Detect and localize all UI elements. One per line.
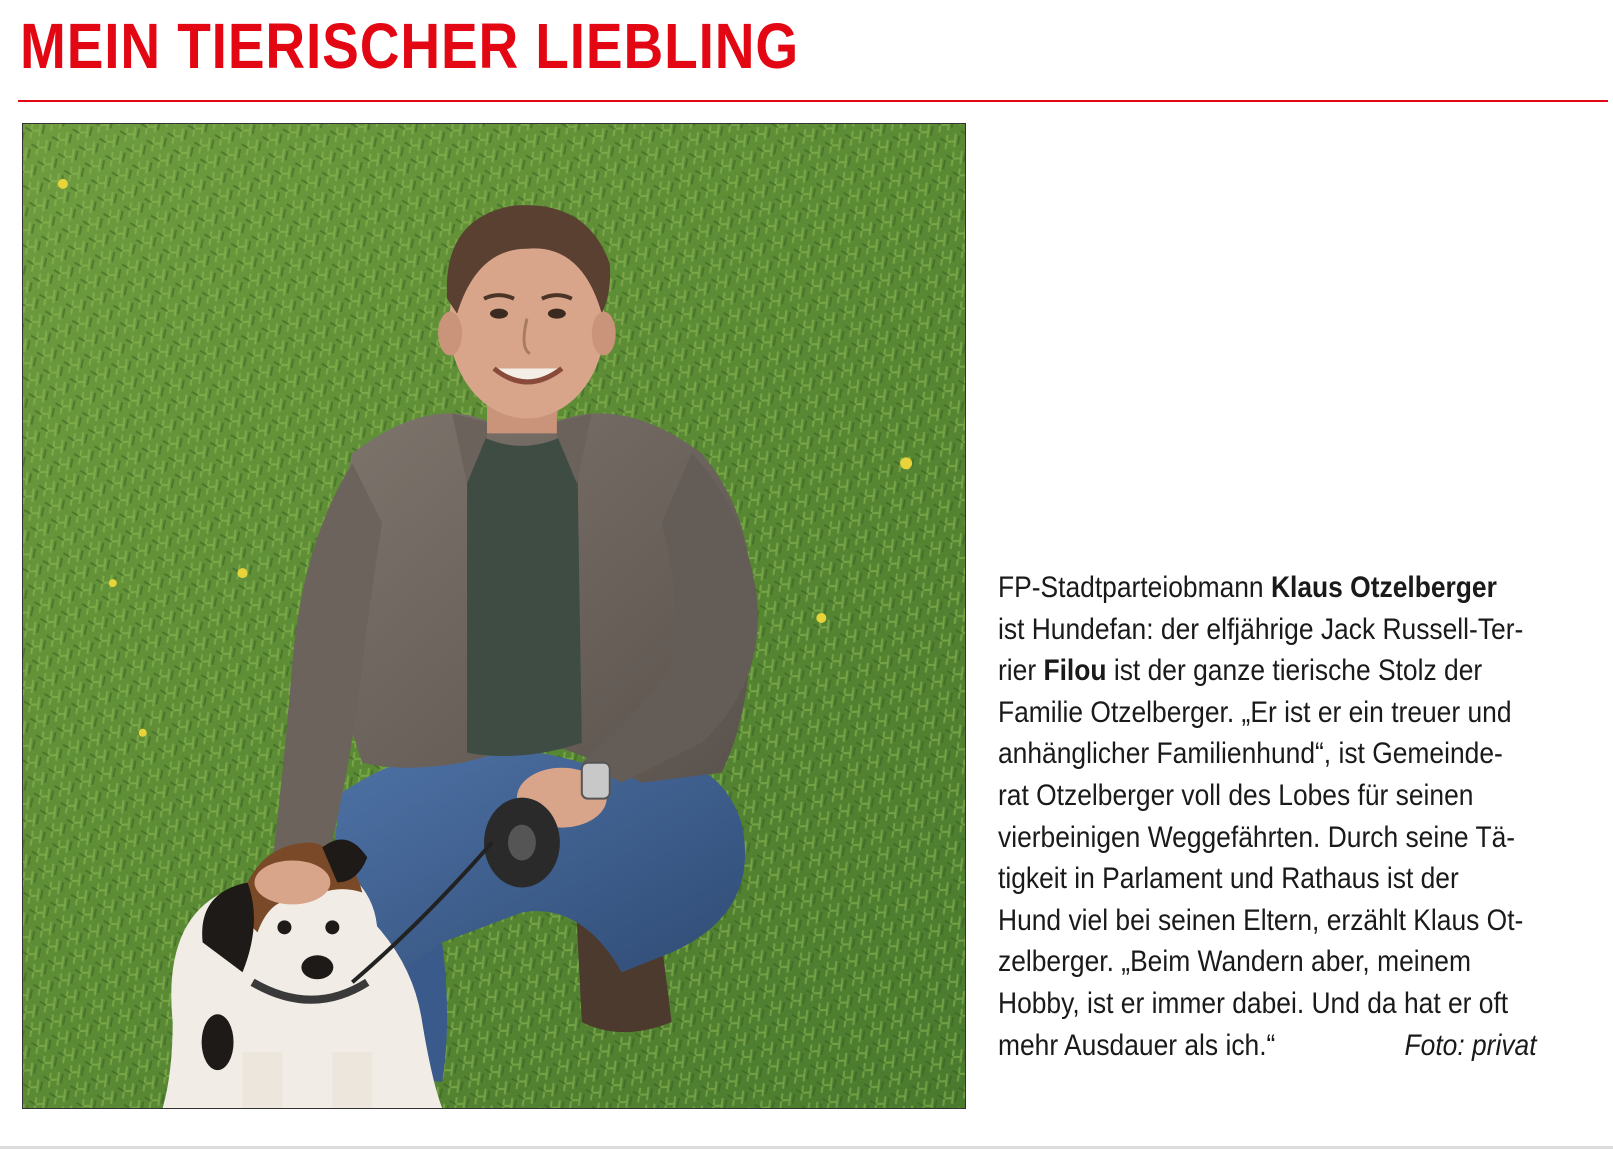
photo-illustration: [23, 124, 965, 1108]
article-line: tigkeit in Parlament und Rathaus ist der: [998, 862, 1459, 896]
article-text: rier: [998, 654, 1044, 688]
article-line: Hobby, ist er immer dabei. Und da hat er oft: [998, 986, 1509, 1020]
dog-name: Filou: [1043, 654, 1107, 688]
article-line: ist Hundefan: der elfjährige Jack Russell-Ter-: [998, 612, 1524, 646]
person-name: Klaus Otzelberger: [1270, 571, 1497, 604]
article-line: [998, 567, 1537, 609]
article-line: anhänglicher Familienhund“, ist Gemeinde-: [998, 737, 1503, 771]
article-line: vierbeinigen Weggefährten. Durch seine Tä-: [998, 820, 1516, 854]
article-text: FP-Stadtparteiobmann: [998, 571, 1271, 604]
article-line: rat Otzelberger voll des Lobes für seinen: [998, 778, 1474, 812]
photo-credit: Foto: privat: [1404, 1028, 1537, 1062]
headline-rule: [18, 100, 1608, 102]
headline: MEIN TIERISCHER LIEBLING: [20, 10, 799, 82]
article-line-last: [998, 1025, 1537, 1067]
article-line: [998, 650, 1537, 692]
article-line: Familie Otzelberger. „Er ist er ein treuer und: [998, 695, 1512, 729]
article-line: Hund viel bei seinen Eltern, erzählt Klaus Ot-: [998, 903, 1524, 937]
article-text: ist der ganze tierische Stolz der: [1106, 654, 1483, 688]
article-text: mehr Ausdauer als ich.“: [998, 1028, 1276, 1062]
article-photo: [22, 123, 966, 1109]
article-line: zelberger. „Beim Wandern aber, meinem: [998, 945, 1471, 979]
article-body: [998, 567, 1610, 1066]
